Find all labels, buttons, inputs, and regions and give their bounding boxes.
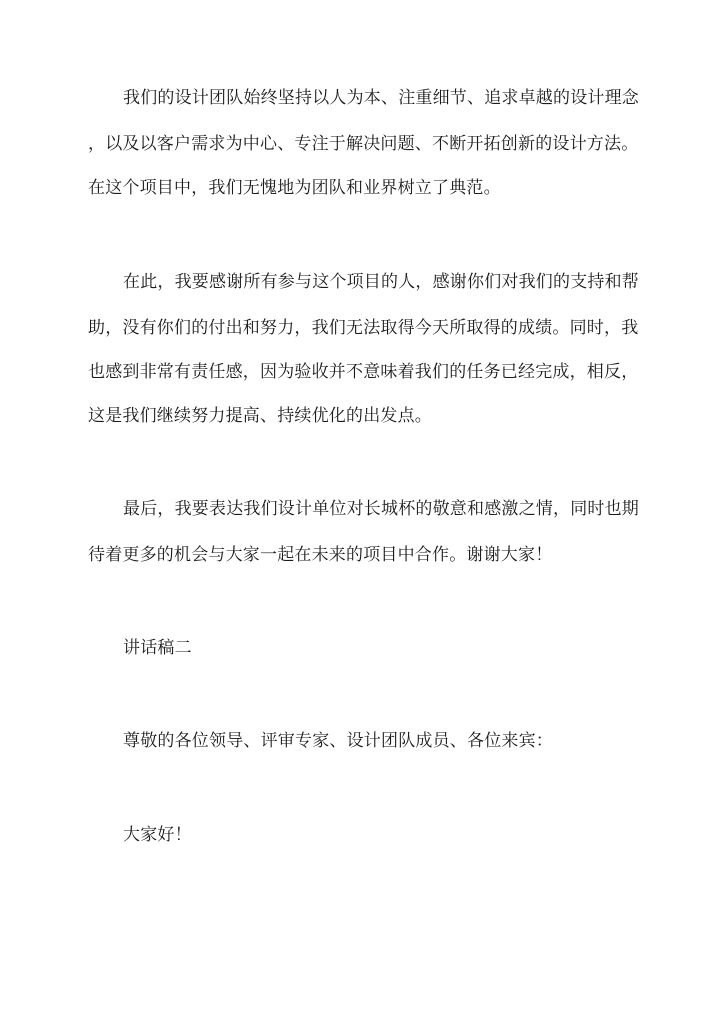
text-line: 我们的设计团队始终坚持以人为本、注重细节、追求卓越的设计理念 [123,88,639,108]
text-line: 在此，我要感谢所有参与这个项目的人，感谢你们对我们的支持和帮 [123,272,639,292]
text-line: ，以及以客户需求为中心、专注于解决问题、不断开拓创新的设计方法。 [88,134,639,154]
text-line: 也感到非常有责任感，因为验收并不意味着我们的任务已经完成，相反， [88,362,639,382]
text-line: 这是我们继续努力提高、持续优化的出发点。 [88,406,432,426]
text-line: 在这个项目中，我们无愧地为团队和业界树立了典范。 [88,178,501,198]
greeting: 大家好！ [123,825,192,845]
text-line: 助，没有你们的付出和努力，我们无法取得今天所取得的成绩。同时，我 [88,318,639,338]
salutation: 尊敬的各位领导、评审专家、设计团队成员、各位来宾： [123,731,553,751]
section-heading: 讲话稿二 [123,638,192,658]
text-line: 最后，我要表达我们设计单位对长城杯的敬意和感激之情，同时也期 [123,499,639,519]
text-line: 待着更多的机会与大家一起在未来的项目中合作。谢谢大家！ [88,545,553,565]
